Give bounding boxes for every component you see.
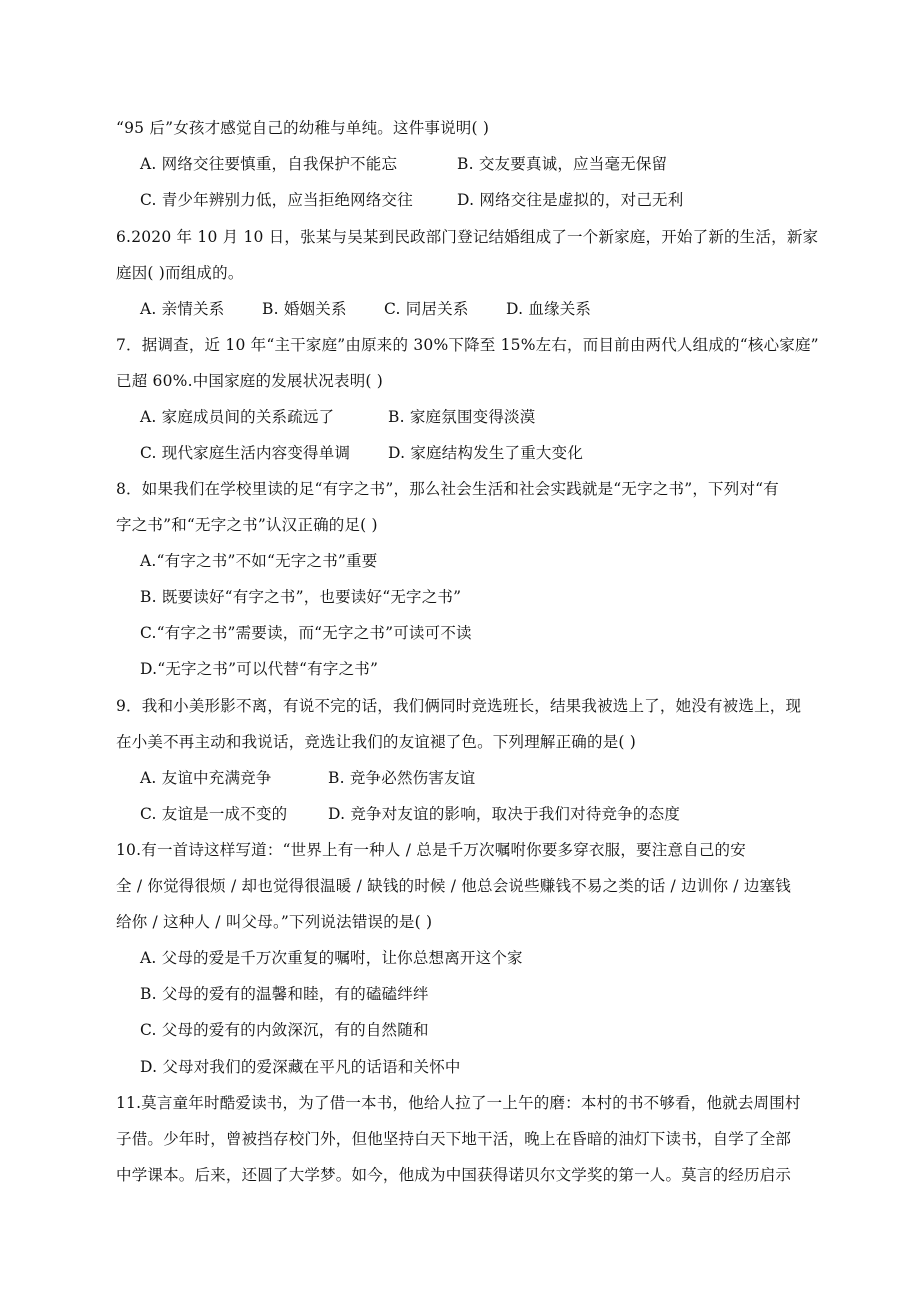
q10-stem-line-2: 全 / 你觉得很烦 / 却也觉得很温暖 / 缺钱的时候 / 他总会说些赚钱不易之类的话 / 边训你 / 边塞钱	[116, 877, 791, 895]
q5-option-d: D. 网络交往是虚拟的，对己无利	[457, 191, 684, 209]
q8-option-b: B. 既要读好“有字之书”，也要读好“无字之书”	[140, 588, 462, 606]
q6-option-d: D. 血缘关系	[506, 300, 592, 318]
q5-option-c: C. 青少年辨别力低，应当拒绝网络交往	[140, 191, 413, 209]
q6-option-a: A. 亲情关系	[140, 300, 225, 318]
q7-stem-line-1: 7．据调查，近 10 年“主干家庭”由原来的 30%下降至 15%左右，而目前由两代人组成的“核心家庭”	[116, 336, 819, 354]
q8-stem-line-1: 8．如果我们在学校里读的足“有字之书”，那么社会生活和社会实践就是“无字之书”，下列对“有	[116, 480, 779, 498]
q10-option-d: D. 父母对我们的爱深藏在平凡的话语和关怀中	[140, 1058, 461, 1076]
q9-stem-line-2: 在小美不再主动和我说话，竞选让我们的友谊褪了色。下列理解正确的是( )	[116, 733, 637, 751]
q7-stem-line-2: 已超 60%.中国家庭的发展状况表明( )	[116, 372, 384, 390]
q6-option-b: B. 婚姻关系	[262, 300, 347, 318]
q11-stem-line-1: 11.莫言童年时酷爱读书，为了借一本书，他给人拉了一上午的磨：本村的书不够看，他就去周围村	[116, 1094, 801, 1112]
q8-option-a: A.“有字之书”不如“无字之书”重要	[140, 552, 378, 570]
q6-option-c: C. 同居关系	[384, 300, 469, 318]
q8-stem-line-2: 字之书”和“无字之书”认汉正确的足( )	[116, 516, 378, 534]
q10-option-c: C. 父母的爱有的内敛深沉，有的自然随和	[140, 1021, 429, 1039]
q6-options	[140, 299, 591, 319]
q11-stem-line-3: 中学课本。后来，还圆了大学梦。如今，他成为中国获得诺贝尔文学奖的第一人。莫言的经历启示	[116, 1166, 792, 1184]
q9-options-cd	[140, 804, 680, 824]
q6-stem-line-2: 庭因( )而组成的。	[116, 264, 244, 282]
q9-stem-line-1: 9．我和小美形影不离，有说不完的话，我们俩同时竞选班长，结果我被选上了，她没有被选上，现	[116, 697, 802, 715]
q7-option-d: D. 家庭结构发生了重大变化	[388, 444, 584, 462]
q10-option-a: A. 父母的爱是千万次重复的嘱咐，让你总想离开这个家	[140, 949, 523, 967]
q9-option-d: D. 竞争对友谊的影响，取决于我们对待竞争的态度	[328, 805, 681, 823]
q5-options-cd	[140, 190, 683, 210]
q7-option-b: B. 家庭氛围变得淡漠	[388, 408, 536, 426]
q5-option-b: B. 交友要真诚，应当毫无保留	[457, 155, 668, 173]
q10-stem-line-3: 给你 / 这种人 / 叫父母。”下列说法错误的是( )	[116, 913, 433, 931]
q6-stem-line-1: 6.2020 年 10 月 10 日，张某与吴某到民政部门登记结婚组成了一个新家庭，开始了新的生活，新家	[116, 228, 819, 246]
q10-option-b: B. 父母的爱有的温馨和睦，有的磕磕绊绊	[140, 985, 429, 1003]
q10-stem-line-1: 10.有一首诗这样写道：“世界上有一种人 / 总是千万次嘱咐你要多穿衣服，要注意自己的安	[116, 841, 746, 859]
q9-option-a: A. 友谊中充满竞争	[140, 769, 272, 787]
q7-option-a: A. 家庭成员间的关系疏远了	[140, 408, 335, 426]
q5-stem-tail: “95 后”女孩才感觉自己的幼稚与单纯。这件事说明( )	[116, 119, 490, 137]
q9-options-ab	[140, 768, 475, 788]
q11-stem-line-2: 子借。少年时，曾被挡存校门外，但他坚持白天下地干活，晚上在昏暗的油灯下读书，自学了全部	[116, 1130, 792, 1148]
q9-option-c: C. 友谊是一成不变的	[140, 805, 288, 823]
q8-option-d: D.“无字之书”可以代替“有字之书”	[140, 660, 379, 678]
q7-option-c: C. 现代家庭生活内容变得单调	[140, 444, 351, 462]
q9-option-b: B. 竞争必然伤害友谊	[328, 769, 476, 787]
q5-option-a: A. 网络交往要慎重，自我保护不能忘	[140, 155, 398, 173]
q8-option-c: C.“有字之书”需要读，而“无字之书”可读可不读	[140, 624, 472, 642]
q5-options-ab	[140, 154, 667, 174]
q7-options-cd	[140, 443, 583, 463]
q7-options-ab	[140, 407, 535, 427]
